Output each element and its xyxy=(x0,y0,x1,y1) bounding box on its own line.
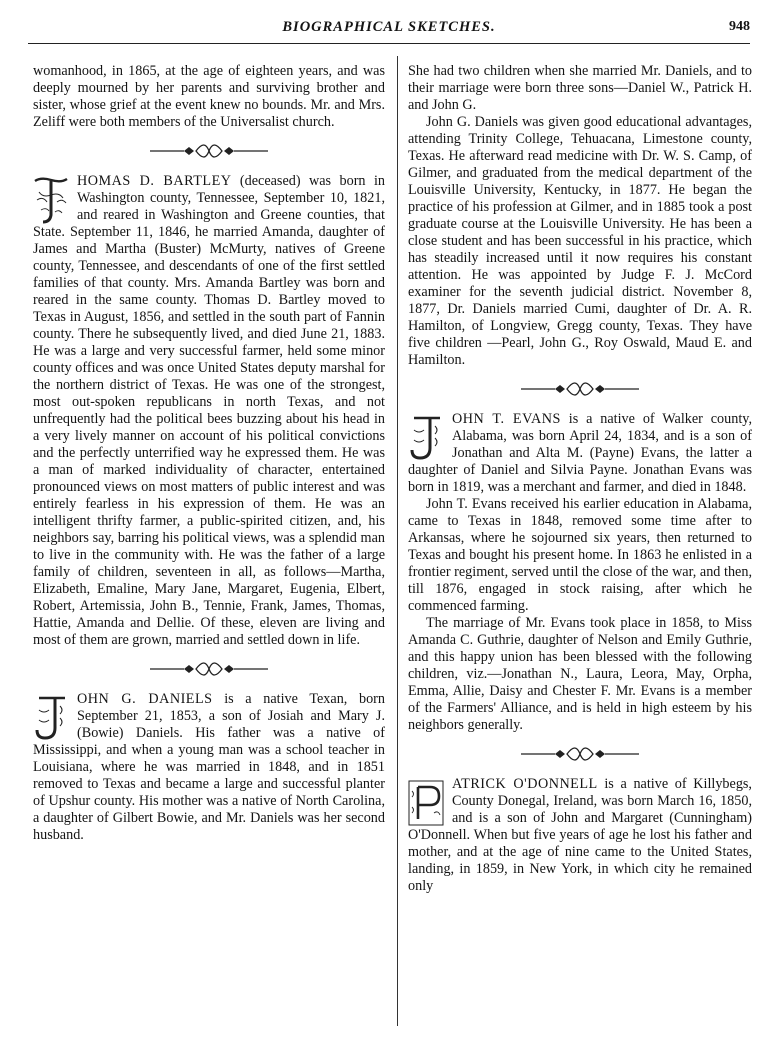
bartley-text: (deceased) was born in Washington county, Tennessee, September 10, 1821, and reared in Washington and Greene counties, that State. September 11, 1846, he married Amanda, daughter of James and Martha (Buster) McMurty, natives of Greene county, Tennessee, and descendants of one of the first settled families of that county. Mrs. Amanda Bartley was born and reared in the same county. Thomas D. Bartley moved to Texas in August, 1856, and settled in the south part of Fannin county. There he subsequently lived, and died June 21, 1883. He was a large and very successful farmer, held some minor county offices and was once United States deputy marshal for the northern district of Texas. He was one of the strongest, most out-spoken republicans in north Texas, and not unfrequently had the political bees buzzing about his head in a very lively manner on account of his political convictions and the perfectly unterrified way he expressed them. He was a man of marked individuality of character, entertained pronounced views on most matters of public interest and was entirely fearless in his expression of them. He was an intelligent thrifty farmer, a public-spirited citizen, and, his neighbors say, barring his political views, was a splendid man to live in the community with. He was the father of a large family of children, seventeen in all, as follows—Martha, Elizabeth, Emaline, Mary Jane, Margaret, Eugenia, Elbert, Robert, Artemissia, John B., Tennie, Frank, James, Thomas, Hattie, Amanda and Dellie. Of these, eleven are living and most of them are grown, married and settled down in life. xyxy=(33,173,385,648)
evans-marriage-paragraph: The marriage of Mr. Evans took place in 1858, to Miss Amanda C. Guthrie, daughter of Nelson and Emily Guthrie, and this happy union has been blessed with the following children, viz.—Jonathan N., Laura, Leora, May, Orpha, Emma, Allie, Daisy and Chester F. Mr. Evans is a member of the Farmers' Alliance, and is held in high esteem by his neighbors generally. xyxy=(408,615,752,733)
odonnell-name: ATRICK O'DONNELL xyxy=(452,776,598,792)
page-header xyxy=(28,14,750,44)
odonnell-sketch xyxy=(408,776,752,895)
section-ornament xyxy=(408,741,752,767)
section-ornament xyxy=(33,138,385,164)
odonnell-text: is a native of Killybegs, County Donegal, Ireland, was born March 16, 1850, and is a son of John and Margaret (Cunningham) O'Donnell. When but five years of age he lost his father and mother, and at the age of nine came to the United States, landing, in 1859, in New York, in which city he remained only xyxy=(408,776,752,894)
left-column xyxy=(33,63,385,844)
daniels-education-paragraph: John G. Daniels was given good educational advantages, attending Trinity College, Tehuacana, Limestone county, Texas. He afterward read medicine with Dr. W. S. Camp, of Gilmer, and graduated from the medical department of the Louisville University, Kentucky, in 1877. He began the practice of his profession at Gilmer, and in 1885 took a post graduate course at the Louisville University. He has been a close student and has been successful in his practice, which has steadily increased until it now requires his constant attention. He was appointed by Judge F. J. McCord examiner for the seventh judicial district. November 8, 1877, Dr. Daniels married Cumi, daughter of Dr. A. R. Hamilton, of Longview, Gregg county, Texas. They have five children —Pearl, John G., Roy Oswald, Maud E. and Hamilton. xyxy=(408,114,752,368)
evans-sketch xyxy=(408,411,752,734)
page-number: 948 xyxy=(729,19,750,34)
header-rule xyxy=(28,43,750,44)
running-title: BIOGRAPHICAL SKETCHES. xyxy=(282,19,496,35)
evans-name: OHN T. EVANS xyxy=(452,411,561,427)
dropcap-j-ornament xyxy=(33,694,69,742)
daniels-sketch xyxy=(33,691,385,844)
column-divider xyxy=(397,56,398,1026)
evans-education-paragraph: John T. Evans received his earlier education in Alabama, came to Texas in 1848, removed some time after to Arkansas, where he sojourned six years, then returned to Texas and bought his present home. In 1863 he enlisted in a frontier regiment, served until the close of the war, and then, till 1876, engaged in stock raising, after which he commenced farming. xyxy=(408,496,752,614)
bartley-name: HOMAS D. BARTLEY xyxy=(77,173,232,189)
daniels-text: is a native Texan, born September 21, 1853, a son of Josiah and Mary J. (Bowie) Daniels. His father was a native of Mississippi, and when a young man was a school teacher in Louisiana, where he was married in 1848, and in 1851 removed to Texas and became a large and successful planter of Upshur county. His mother was a native of North Carolina, a daughter of Gilbert Bowie, and Mr. Daniels was her second husband. xyxy=(33,691,385,843)
bartley-sketch xyxy=(33,173,385,649)
section-ornament xyxy=(33,656,385,682)
dropcap-p-ornament xyxy=(408,779,444,827)
zeliff-paragraph-end: womanhood, in 1865, at the age of eighteen years, and was deeply mourned by her parents and surviving brother and sister, whose grief at the event knew no bounds. Mr. and Mrs. Zeliff were both members of the Universalist church. xyxy=(33,63,385,130)
daniels-name: OHN G. DANIELS xyxy=(77,691,213,707)
dropcap-t-ornament xyxy=(33,176,69,224)
evans-text: is a native of Walker county, Alabama, was born April 24, 1834, and is a son of Jonathan and Alta M. (Payne) Evans, the latter a daughter of Daniel and Silvia Payne. Jonathan Evans was born in 1819, was a merchant and farmer, and died in 1848. xyxy=(408,411,752,495)
right-column xyxy=(408,63,752,895)
dropcap-j-ornament xyxy=(408,414,444,462)
daniels-continued: She had two children when she married Mr. Daniels, and to their marriage were born three sons—Daniel W., Patrick H. and John G. xyxy=(408,63,752,113)
section-ornament xyxy=(408,376,752,402)
